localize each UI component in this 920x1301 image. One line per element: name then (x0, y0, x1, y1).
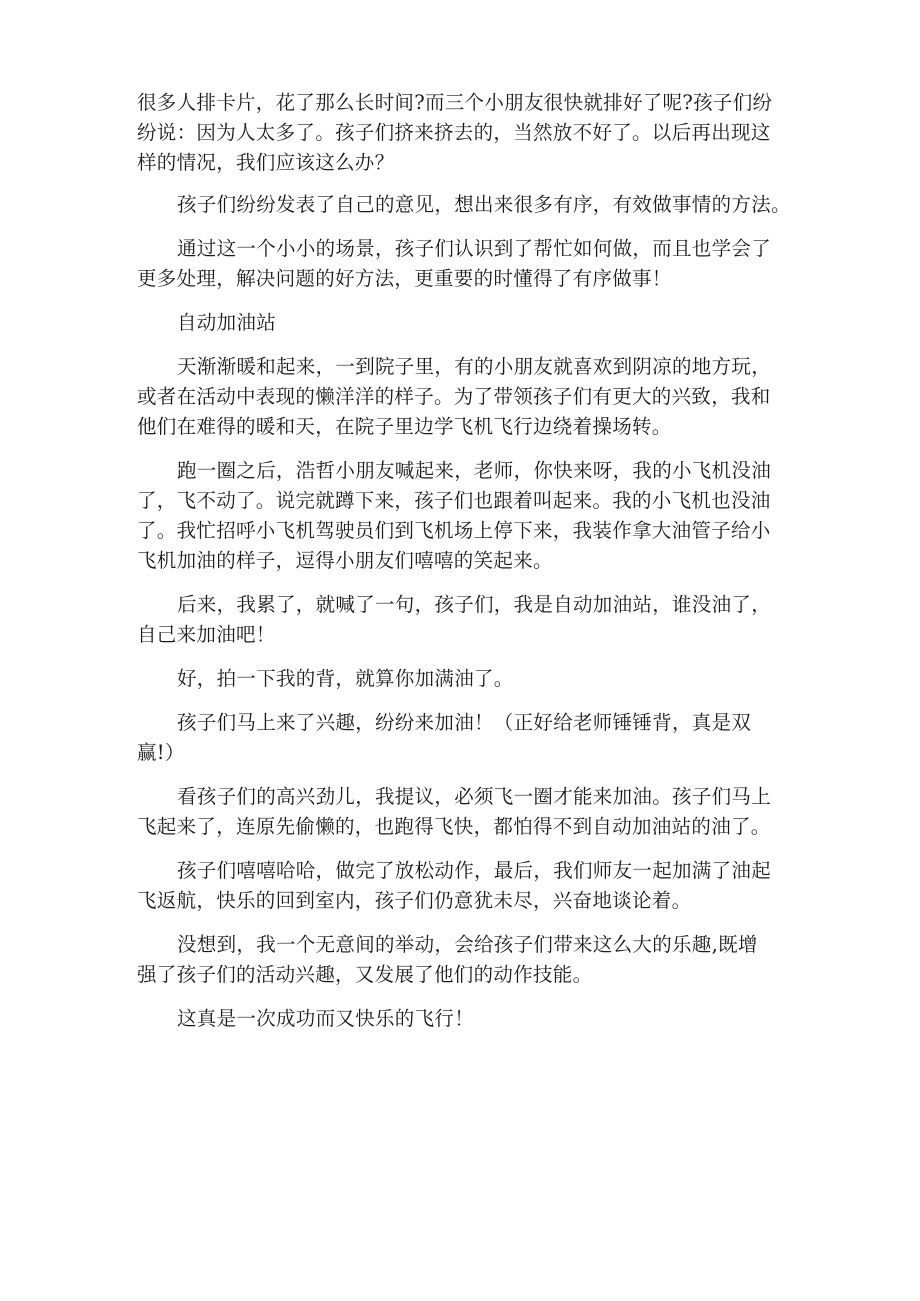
paragraph (137, 190, 797, 220)
text-line: 了，飞不动了。说完就蹲下来，孩子们也跟着叫起来。我的小飞机也没油 (137, 489, 771, 512)
text-line: 了。我忙招呼小飞机驾驶员们到飞机场上停下来，我装作拿大油管子给小 (137, 519, 771, 542)
text-line: 很多人排卡片，花了那么长时间?而三个小朋友很快就排好了呢?孩子们纷 (137, 91, 773, 114)
text-line: 这真是一次成功而又快乐的飞行！ (177, 1007, 475, 1030)
text-line: 孩子们马上来了兴趣，纷纷来加油！（正好给老师锤锤背，真是双 (177, 711, 752, 734)
text-line: 好，拍一下我的背，就算你加满油了。 (177, 667, 514, 690)
text-line: 纷说：因为人太多了。孩子们挤来挤去的，当然放不好了。以后再出现这 (137, 121, 771, 144)
text-line: 看孩子们的高兴劲儿，我提议，必须飞一圈才能来加油。孩子们马上 (177, 785, 772, 808)
text-line: 更多处理，解决问题的好方法，更重要的时懂得了有序做事！ (137, 267, 672, 290)
text-line: 自己来加油吧！ (137, 623, 276, 646)
text-line: 飞返航，快乐的回到室内，孩子们仍意犹未尽，兴奋地谈论着。 (137, 889, 692, 912)
paragraph (137, 856, 797, 916)
paragraph (137, 456, 797, 576)
paragraph (137, 782, 797, 842)
text-line: 他们在难得的暖和天，在院子里边学飞机飞行边绕着操场转。 (137, 415, 672, 438)
text-line: 天渐渐暖和起来，一到院子里，有的小朋友就喜欢到阴凉的地方玩， (177, 355, 772, 378)
text-line: 通过这一个小小的场景，孩子们认识到了帮忙如何做，而且也学会了 (177, 237, 772, 260)
text-line: 孩子们嘻嘻哈哈，做完了放松动作，最后，我们师友一起加满了油起 (177, 859, 772, 882)
text-line: 飞机加油的样子，逗得小朋友们嘻嘻的笑起来。 (137, 549, 553, 572)
paragraph (137, 234, 797, 294)
text-line: 样的情况，我们应该这么办？ (137, 151, 395, 174)
document-body (137, 88, 797, 1048)
paragraph (137, 664, 797, 694)
text-line: 强了孩子们的活动兴趣，又发展了他们的动作技能。 (137, 963, 593, 986)
text-line: 跑一圈之后，浩哲小朋友喊起来，老师，你快来呀，我的小飞机没油 (177, 459, 772, 482)
text-line: 或者在活动中表现的懒洋洋的样子。为了带领孩子们有更大的兴致，我和 (137, 385, 771, 408)
text-line: 赢!） (137, 741, 185, 764)
paragraph (137, 590, 797, 650)
paragraph (137, 352, 797, 442)
text-line: 没想到，我一个无意间的举动，会给孩子们带来这么大的乐趣,既增 (177, 933, 758, 956)
paragraph (137, 708, 797, 768)
paragraph (137, 1004, 797, 1034)
section-heading: 自动加油站 (177, 311, 277, 334)
text-line: 飞起来了，连原先偷懒的，也跑得飞快，都怕得不到自动加油站的油了。 (137, 815, 771, 838)
paragraph (137, 930, 797, 990)
text-line: 后来，我累了，就喊了一句，孩子们，我是自动加油站，谁没油了， (177, 593, 772, 616)
text-line: 孩子们纷纷发表了自己的意见，想出来很多有序，有效做事情的方法。 (177, 193, 791, 216)
paragraph (137, 88, 797, 178)
